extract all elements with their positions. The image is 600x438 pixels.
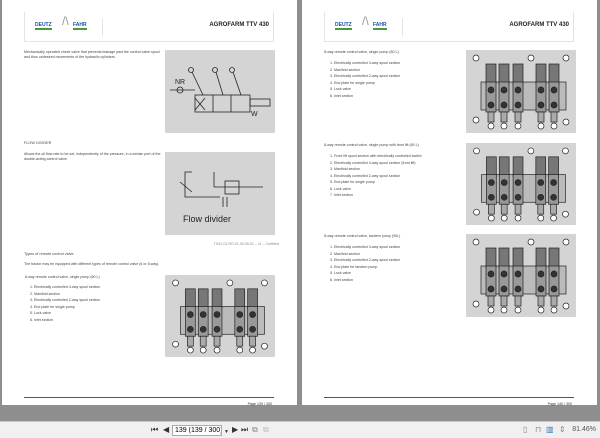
- list-item: 6. Inlet section: [30, 317, 54, 322]
- page-header: [324, 12, 574, 42]
- diagram-label: NR: [175, 79, 186, 86]
- list-item: 2. Manifold section: [30, 291, 60, 296]
- document-reference: TH12.01.RO.01.00.00.01 – v1 – Certified: [213, 242, 279, 246]
- header-title: AGROFARM TTV 430: [209, 22, 269, 28]
- paste-icon[interactable]: ⧉: [263, 425, 269, 434]
- section-title: 8-way remote control valve, single pump (60 L): [324, 50, 399, 54]
- list-item: 3. Electrically controlled 2-way spool section: [330, 74, 401, 78]
- valve-block-diagram: [466, 50, 576, 133]
- list-item: 6. Inlet section: [330, 277, 354, 282]
- logo-text: DEUTZ: [35, 22, 52, 28]
- page-dropdown-icon[interactable]: ▼: [224, 429, 229, 435]
- list-item: 4. End plate for tandem pump: [330, 264, 378, 269]
- section-title: 8-way remote control valve, single pump with front lift (60 L): [324, 143, 419, 147]
- list-item: 4. Electrically controlled 2-way spool section: [330, 173, 401, 178]
- list-item: 1. Electrically controlled 4-way spool section: [330, 245, 401, 249]
- flow-divider-diagram: [165, 152, 275, 235]
- list-item: 1. Electrically controlled 4-way spool section: [330, 61, 401, 65]
- header-title: AGROFARM TTV 430: [509, 22, 569, 28]
- parts-list: [330, 245, 400, 284]
- types-text: The tractor may be equipped with different types of remote control valve (6 or 8-way).: [24, 262, 160, 266]
- intro-text: Mechanically operated check valve that prevents leakage past the control valve spool and thus undesired movements of the hydraulic cylinders.: [24, 50, 160, 59]
- list-item: 5. End plate for single pump: [330, 180, 375, 184]
- deutz-fahr-logo: DEUTZ /\ FAHR: [333, 18, 403, 36]
- list-item: 1. Electrically controlled 4-way spool section: [30, 285, 101, 289]
- types-heading: Types of remote control valve: [24, 252, 74, 256]
- list-item: 4. End plate for single pump: [30, 304, 75, 309]
- page-header: [24, 12, 274, 42]
- last-page-button[interactable]: ⏭: [241, 425, 249, 434]
- page-number: Page 139 / 300: [247, 402, 272, 406]
- section-title: 6-way remote control valve, single pump (60 L): [25, 275, 100, 279]
- check-valve-diagram: [165, 50, 275, 133]
- logo-text: FAHR: [73, 22, 87, 28]
- list-item: 6. Inlet section: [330, 93, 354, 98]
- single-page-view-icon[interactable]: ▯: [523, 425, 528, 434]
- valve-block-diagram: [466, 143, 576, 225]
- list-item: 7. Inlet section: [330, 193, 354, 197]
- valve-block-diagram: [165, 275, 275, 357]
- valve-block-diagram: [466, 234, 576, 317]
- list-item: 4. End plate for single pump: [330, 80, 375, 85]
- flow-divider-text: Allows the oil flow rate to be set, independently of the pressure, in a certain port of the double-acting control valve.: [24, 152, 161, 161]
- diagram-caption: Flow divider: [183, 214, 232, 224]
- list-item: 5. Lock valve: [30, 311, 51, 315]
- parts-list: [330, 61, 400, 100]
- page-number: Page 140 / 300: [547, 402, 572, 406]
- list-item: 3. Electrically controlled 2-way spool section: [330, 258, 401, 262]
- list-item: 2. Electrically controlled 4-way spool section (front lift): [330, 160, 416, 165]
- list-item: 1. Front lift spool section with electrically controlled switch: [330, 154, 422, 158]
- diagram-label: W: [251, 111, 258, 118]
- list-item: 5. Lock valve: [330, 87, 351, 91]
- list-item: 3. Manifold section: [330, 167, 360, 171]
- first-page-button[interactable]: ⏮: [151, 425, 159, 434]
- viewer-toolbar: [0, 421, 600, 438]
- list-item: 3. Electrically controlled 2-way spool section: [30, 298, 101, 302]
- logo-text: FAHR: [373, 22, 387, 28]
- list-item: 2. Manifold section: [330, 251, 360, 256]
- flow-divider-heading: FLOW DIVIDER: [24, 141, 52, 145]
- list-item: 6. Lock valve: [330, 186, 351, 191]
- pdf-page-140: [302, 0, 597, 405]
- footer-rule: [24, 397, 274, 398]
- deutz-fahr-logo: DEUTZ /\ FAHR: [33, 18, 103, 36]
- two-page-view-icon[interactable]: ▥: [546, 425, 554, 434]
- copy-icon[interactable]: ⧉: [252, 425, 258, 434]
- next-page-button[interactable]: ▶: [232, 425, 239, 434]
- parts-list: [330, 154, 422, 200]
- footer-rule: [324, 397, 574, 398]
- list-item: 2. Manifold section: [330, 67, 360, 72]
- continuous-view-icon[interactable]: ⇕: [559, 425, 566, 434]
- page-number-input[interactable]: [172, 425, 222, 436]
- bookmark-view-icon[interactable]: ⊓: [535, 425, 542, 434]
- zoom-level[interactable]: 81.46%: [572, 426, 596, 433]
- logo-text: DEUTZ: [335, 22, 352, 28]
- pdf-page-139: [2, 0, 297, 405]
- list-item: 5. Lock valve: [330, 271, 351, 275]
- section-title: 8-way remote control valve, tandem pump (90L): [324, 234, 401, 238]
- prev-page-button[interactable]: ◀: [163, 425, 170, 434]
- parts-list: [30, 285, 100, 324]
